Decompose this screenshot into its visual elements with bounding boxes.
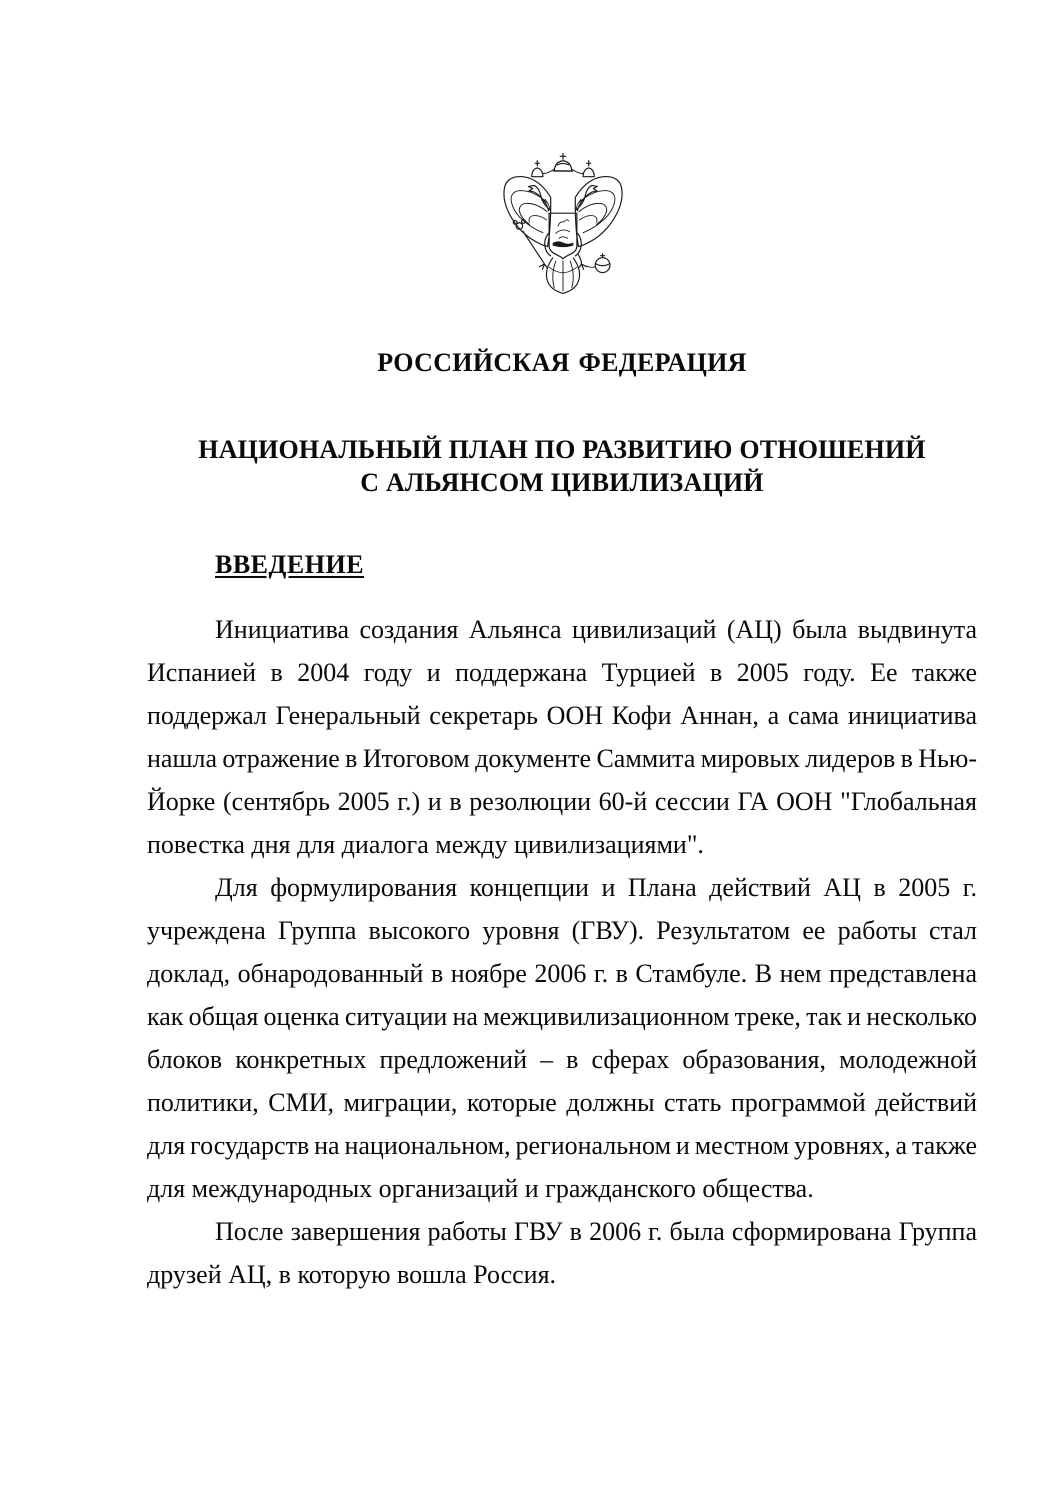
russian-coat-of-arms-eagle-icon bbox=[496, 152, 630, 297]
text-line: Для формулирования концепции и Плана действий АЦ в 2005 г. bbox=[215, 873, 977, 902]
text-line: Инициатива создания Альянса цивилизаций (АЦ) была выдвинута bbox=[215, 615, 977, 644]
text-line: После завершения работы ГВУ в 2006 г. была сформирована Группа bbox=[215, 1217, 977, 1246]
text-line: поддержал Генеральный секретарь ООН Кофи Аннан, а сама инициатива bbox=[147, 701, 977, 730]
document-title-line-2: С АЛЬЯНСОМ ЦИВИЛИЗАЦИЙ bbox=[360, 468, 764, 497]
text-line: повестка дня для диалога между цивилизациями". bbox=[147, 830, 704, 859]
text-line: как общая оценка ситуации на межцивилизационном треке, так и несколько bbox=[147, 1002, 977, 1031]
paragraph bbox=[147, 608, 977, 866]
text-line: нашла отражение в Итоговом документе Саммита мировых лидеров в Нью- bbox=[147, 744, 977, 773]
text-line: для государств на национальном, региональном и местном уровнях, а также bbox=[147, 1131, 977, 1160]
document-body bbox=[147, 608, 977, 1296]
text-line: политики, СМИ, миграции, которые должны стать программой действий bbox=[147, 1088, 977, 1117]
text-line: для международных организаций и гражданского общества. bbox=[147, 1174, 814, 1203]
text-line: Испанией в 2004 году и поддержана Турцией в 2005 году. Ее также bbox=[147, 658, 977, 687]
text-line: Йорке (сентябрь 2005 г.) и в резолюции 60-й сессии ГА ООН "Глобальная bbox=[147, 787, 977, 816]
text-line: друзей АЦ, в которую вошла Россия. bbox=[147, 1260, 557, 1289]
paragraph bbox=[147, 1210, 977, 1296]
country-title: РОССИЙСКАЯ ФЕДЕРАЦИЯ bbox=[377, 348, 747, 377]
text-line: доклад, обнародованный в ноябре 2006 г. в Стамбуле. В нем представлена bbox=[147, 959, 977, 988]
text-line: учреждена Группа высокого уровня (ГВУ). Результатом ее работы стал bbox=[147, 916, 977, 945]
text-line: блоков конкретных предложений – в сферах образования, молодежной bbox=[147, 1045, 977, 1074]
document-title bbox=[147, 433, 977, 499]
section-heading-introduction: ВВЕДЕНИЕ bbox=[215, 550, 365, 579]
document-title-line-1: НАЦИОНАЛЬНЫЙ ПЛАН ПО РАЗВИТИЮ ОТНОШЕНИЙ bbox=[198, 435, 926, 464]
paragraph bbox=[147, 866, 977, 1210]
